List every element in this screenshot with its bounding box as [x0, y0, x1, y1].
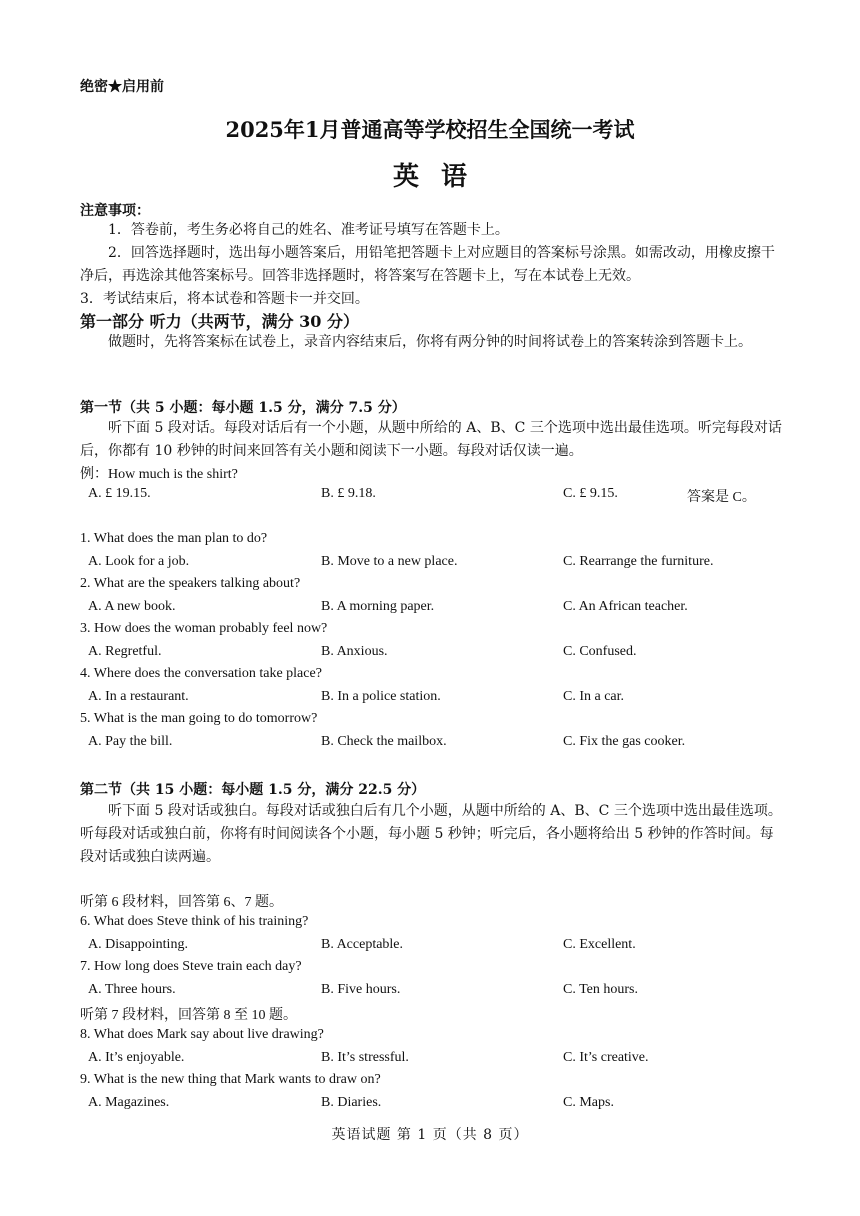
q4-option-a: A. In a restaurant.: [88, 689, 189, 704]
example-question: 例：How much is the shirt?: [80, 467, 238, 482]
q4-option-b: B. In a police station.: [321, 689, 441, 704]
material-7-label: 听第 7 段材料，回答第 8 至 10 题。: [80, 1008, 297, 1023]
section1-heading: 第一节（共 5 小题：每小题 1.5 分，满分 7.5 分）: [80, 400, 406, 416]
q3-option-a: A. Regretful.: [88, 644, 162, 659]
q8-option-b: B. It’s stressful.: [321, 1050, 409, 1065]
page-footer: 英语试题 第 1 页（共 8 页）: [331, 1127, 529, 1143]
q5-option-c: C. Fix the gas cooker.: [563, 734, 686, 749]
q6-option-c: C. Excellent.: [563, 937, 636, 952]
q9-option-a: A. Magazines.: [88, 1095, 170, 1110]
q8-option-c: C. It’s creative.: [563, 1050, 649, 1065]
notes-heading: 注意事项：: [80, 203, 150, 219]
section2-instructions: 听下面 5 段对话或独白。每段对话或独白后有几个小题，从题中所给的 A、B、C 三个选项中选出最佳选项。听每段对话或独白前，你将有时间阅读各个小题，每小题 5 秒钟；听完后，各小题将给出 5 秒钟的作答时间。每段对话或独白读两遍。: [80, 803, 782, 865]
note-item-2: 2．回答选择题时，选出每小题答案后，用铅笔把答题卡上对应题目的答案标号涂黑。如需改动，用橡皮擦干净后，再选涂其他答案标号。回答非选择题时，将答案写在答题卡上，写在本试卷上无效。: [80, 245, 775, 284]
q9-option-c: C. Maps.: [563, 1095, 614, 1110]
question-3: 3. How does the woman probably feel now?: [80, 621, 328, 636]
example-option-a: A. £ 19.15.: [88, 486, 151, 501]
q3-option-c: C. Confused.: [563, 644, 637, 659]
part1-instructions: 做题时，先将答案标在试卷上，录音内容结束后，你将有两分钟的时间将试卷上的答案转涂到答题卡上。: [108, 334, 752, 350]
q7-option-a: A. Three hours.: [88, 982, 176, 997]
q4-option-c: C. In a car.: [563, 689, 625, 704]
question-6: 6. What does Steve think of his training?: [80, 914, 309, 929]
example-answer: 答案是 C。: [687, 490, 756, 505]
q6-option-a: A. Disappointing.: [88, 937, 188, 952]
q6-option-b: B. Acceptable.: [321, 937, 404, 952]
q7-option-b: B. Five hours.: [321, 982, 401, 997]
question-2: 2. What are the speakers talking about?: [80, 576, 301, 591]
q5-option-a: A. Pay the bill.: [88, 734, 173, 749]
material-6-label: 听第 6 段材料，回答第 6、7 题。: [80, 895, 283, 910]
exam-title: 2025年1月普通高等学校招生全国统一考试: [225, 117, 635, 142]
question-5: 5. What is the man going to do tomorrow?: [80, 711, 318, 726]
q9-option-b: B. Diaries.: [321, 1095, 382, 1110]
confidential-label: 绝密★启用前: [80, 79, 164, 95]
q2-option-a: A. A new book.: [88, 599, 176, 614]
q2-option-b: B. A morning paper.: [321, 599, 435, 614]
question-9: 9. What is the new thing that Mark wants to draw on?: [80, 1072, 381, 1087]
example-option-b: B. £ 9.18.: [321, 486, 376, 501]
example-option-c: C. £ 9.15.: [563, 486, 618, 501]
question-4: 4. Where does the conversation take place?: [80, 666, 322, 681]
q5-option-b: B. Check the mailbox.: [321, 734, 447, 749]
q2-option-c: C. An African teacher.: [563, 599, 688, 614]
question-7: 7. How long does Steve train each day?: [80, 959, 302, 974]
section2-heading: 第二节（共 15 小题：每小题 1.5 分，满分 22.5 分）: [80, 782, 426, 798]
question-1: 1. What does the man plan to do?: [80, 531, 268, 546]
q3-option-b: B. Anxious.: [321, 644, 388, 659]
subject-title: 英语: [392, 162, 489, 192]
question-8: 8. What does Mark say about live drawing?: [80, 1027, 324, 1042]
part1-heading: 第一部分 听力（共两节，满分 30 分）: [80, 312, 359, 331]
section1-instructions: 听下面 5 段对话。每段对话后有一个小题，从题中所给的 A、B、C 三个选项中选出最佳选项。听完每段对话后，你都有 10 秒钟的时间来回答有关小题和阅读下一小题。每段对话仅读一遍。: [80, 420, 782, 459]
q8-option-a: A. It’s enjoyable.: [88, 1050, 185, 1065]
note-item-3: 3．考试结束后，将本试卷和答题卡一并交回。: [80, 291, 369, 307]
q1-option-b: B. Move to a new place.: [321, 554, 458, 569]
q1-option-a: A. Look for a job.: [88, 554, 190, 569]
q7-option-c: C. Ten hours.: [563, 982, 638, 997]
note-item-1: 1．答卷前，考生务必将自己的姓名、准考证号填写在答题卡上。: [108, 222, 509, 238]
q1-option-c: C. Rearrange the furniture.: [563, 554, 714, 569]
